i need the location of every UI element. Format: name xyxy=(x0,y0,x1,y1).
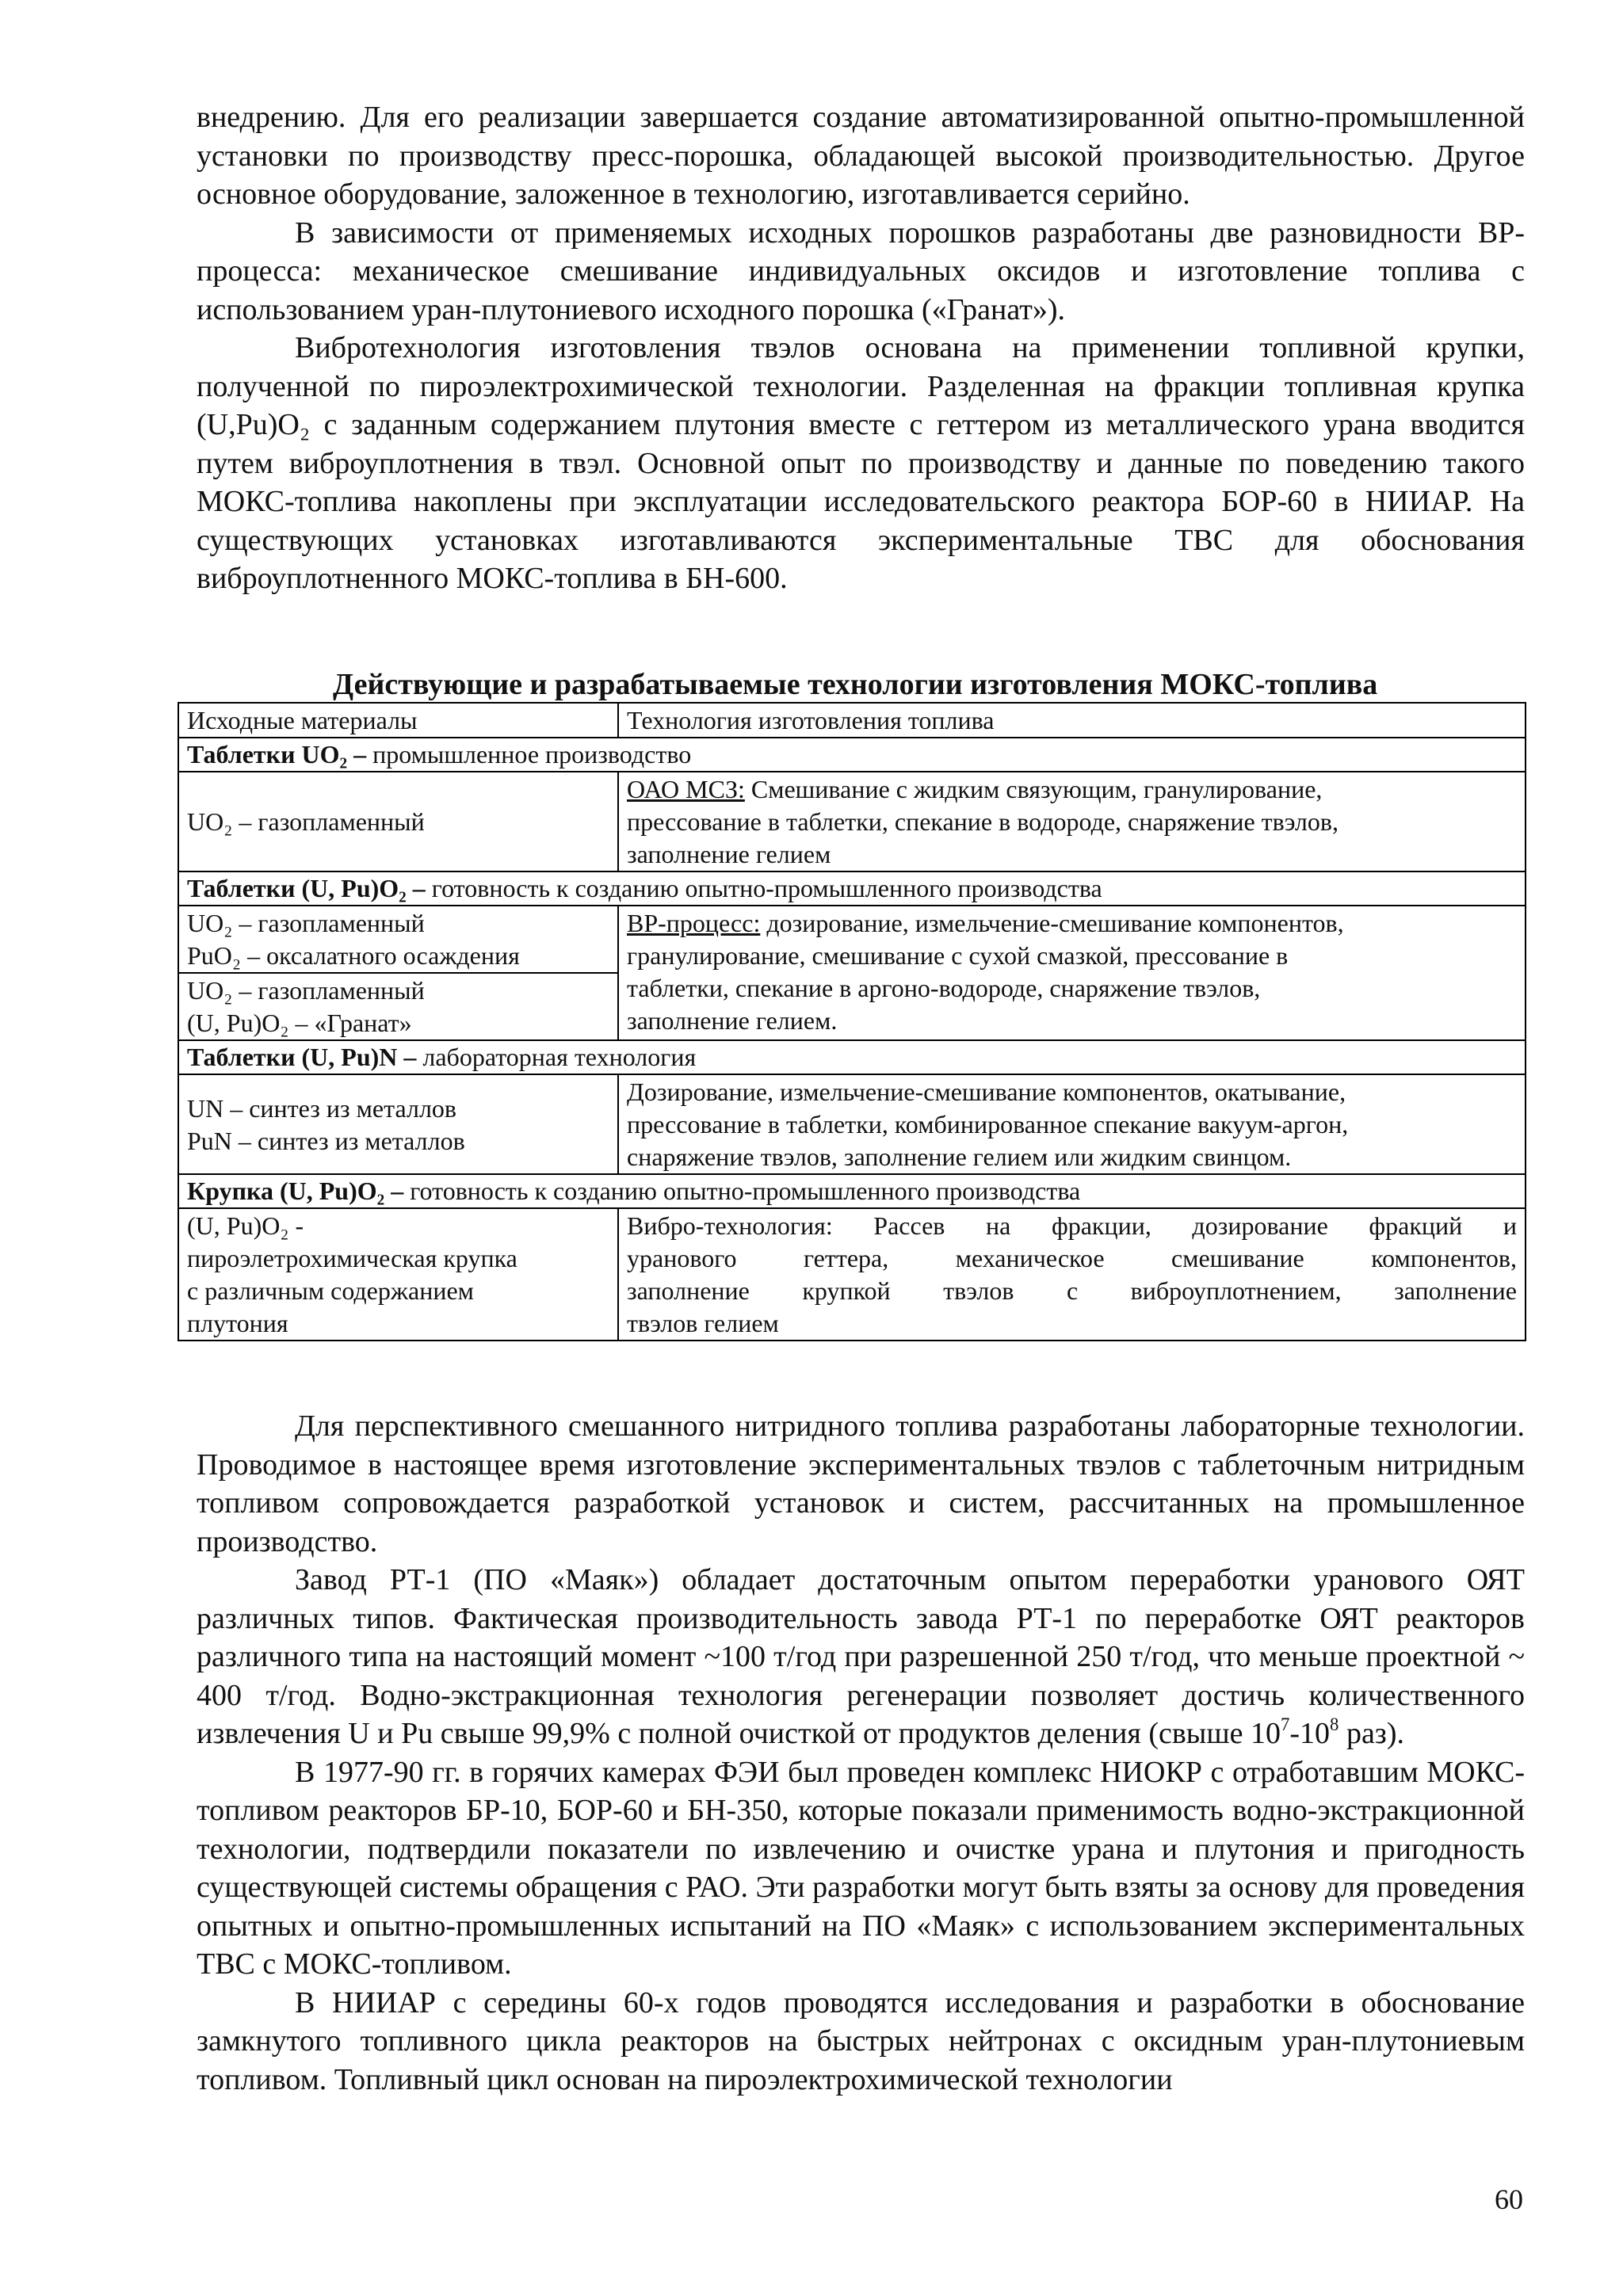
table-section-row xyxy=(178,738,1526,772)
section-status: лабораторная технология xyxy=(416,1043,697,1071)
paragraph-fei-research: В 1977-90 гг. в горячих камерах ФЭИ был проведен комплекс НИОКР с отработавшим МОКС-топливом реакторов БР-10, БОР-60 и БН-350, которые показали применимость водно-экстракционной технологии, подтвердили показатели по извлечению и очистке урана и плутония и пригодность существующей системы обращения с РАО. Эти разработки могут быть взяты за основу для проведения опытных и опытно-промышленных испытаний на ПО «Маяк» с использованием экспериментальных ТВС с МОКС-топливом. xyxy=(197,1755,1525,1981)
materials-cell xyxy=(178,772,618,871)
paragraph-nitride-fuel: Для перспективного смешанного нитридного топлива разработаны лабораторные технологии. Проводимое в настоящее время изготовление экспериментальных твэлов с таблеточным нитридным топливом сопровождается разработкой установок и систем, рассчитанных на промышленное производство. xyxy=(197,1409,1525,1558)
technology-line: заполнение крупкой твэлов с виброуплотнением, заполнение xyxy=(627,1276,1517,1305)
material-item: UO₂ – газопламенный xyxy=(187,909,425,937)
section-status: готовность к созданию опытно-промышленного производства xyxy=(425,874,1102,902)
section-title: Таблетки (U, Pu)O₂ – xyxy=(187,874,426,902)
material-item: пироэлетрохимическая крупка xyxy=(187,1244,517,1272)
page-number: 60 xyxy=(1495,2183,1523,2215)
header-materials: Исходные материалы xyxy=(178,703,618,738)
paragraph-rt1-plant xyxy=(197,1561,1525,1753)
technology-line: дозирование, измельчение-смешивание компонентов, xyxy=(760,909,1344,937)
section-title: Таблетки UO₂ – xyxy=(187,740,367,769)
section-status: промышленное производство xyxy=(366,740,692,769)
technology-line: Вибро-технология: Рассев на фракции, дозирование фракций и xyxy=(627,1211,1517,1240)
technology-line: прессование в таблетки, спекание в водороде, снаряжение твэлов, xyxy=(627,807,1338,836)
producer-label: ОАО МСЗ: xyxy=(627,775,745,803)
paragraph-vr-process: В зависимости от применяемых исходных порошков разработаны две разновидности ВР-процесса: механическое смешивание индивидуальных оксидов и изготовление топлива с использованием уран-плутониевого исходного порошка («Гранат»). xyxy=(197,215,1525,326)
section-heading-uo2-pellets xyxy=(178,738,1526,772)
table-row xyxy=(178,906,1526,973)
paragraph-vibrotechnology: Вибротехнология изготовления твэлов основана на применении топливной крупки, полученной по пироэлектрохимической технологии. Разделенная на фракции топливная крупка (U,Pu)O₂ с заданным содержанием плутония вместе с геттером из металлического урана вводится путем виброуплотнения в твэл. Основной опыт по производству и данные по поведению такого МОКС-топлива накоплены при эксплуатации исследовательского реактора БОР-60 в НИИАР. На существующих установках изготавливаются экспериментальные ТВС для обоснования виброуплотненного МОКС-топлива в БН-600. xyxy=(197,331,1525,595)
material-item: UO₂ – газопламенный xyxy=(187,807,425,836)
technology-line: снаряжение твэлов, заполнение гелием или жидким свинцом. xyxy=(627,1142,1292,1171)
top-text-block xyxy=(197,98,1525,598)
section-heading-nitride-pellets xyxy=(178,1040,1526,1074)
material-item: с различным содержанием xyxy=(187,1276,474,1305)
exponent: 7 xyxy=(1280,1714,1290,1735)
material-item: UO₂ – газопламенный xyxy=(187,976,425,1005)
paragraph-text: Завод РТ-1 (ПО «Маяк») обладает достаточным опытом переработки уранового ОЯТ различных типов. Фактическая производительность завода РТ-1 по переработке ОЯТ реакторов различного типа на настоящий момент ~100 т/год при разрешенной 250 т/год, что меньше проектной ~ 400 т/год. Водно-экстракционная технология регенерации позволяет достичь количественного извлечения U и Pu свыше 99,9% с полной очисткой от продуктов деления (свыше 10 xyxy=(197,1563,1525,1750)
table-header-row xyxy=(178,703,1526,738)
table-row xyxy=(178,772,1526,871)
paragraph-niiar-research: В НИИАР с середины 60-х годов проводятся исследования и разработки в обоснование замкнутого топливного цикла реакторов на быстрых нейтронах с оксидным уран-плутониевым топливом. Топливный цикл основан на пироэлектрохимической технологии xyxy=(197,1985,1525,2096)
material-item: UN – синтез из металлов xyxy=(187,1093,457,1123)
technology-cell xyxy=(618,772,1526,871)
table-section-row xyxy=(178,871,1526,906)
technology-line: Дозирование, измельчение-смешивание компонентов, окатывание, xyxy=(627,1077,1346,1106)
technology-cell xyxy=(618,1208,1526,1341)
bottom-text-block xyxy=(197,1407,1525,2099)
materials-cell xyxy=(178,1074,618,1174)
exponent: 8 xyxy=(1330,1714,1339,1735)
technology-line: твэлов гелием xyxy=(627,1309,779,1337)
technology-line: уранового геттера, механическое смешивание компонентов, xyxy=(627,1244,1517,1272)
materials-cell xyxy=(178,973,618,1040)
technology-line: заполнение гелием xyxy=(627,840,831,868)
table-row xyxy=(178,1208,1526,1341)
material-item: плутония xyxy=(187,1309,288,1337)
technology-cell xyxy=(618,906,1526,1040)
mox-technologies-table xyxy=(178,702,1526,1341)
material-item: (U, Pu)O₂ - xyxy=(187,1211,304,1240)
technology-line: таблетки, спекание в аргоно-водороде, снаряжение твэлов, xyxy=(627,974,1261,1002)
process-label: ВР-процесс: xyxy=(627,909,761,937)
section-status: готовность к созданию опытно-промышленного производства xyxy=(403,1177,1081,1205)
materials-cell xyxy=(178,906,618,973)
material-item: PuO₂ – оксалатного осаждения xyxy=(187,941,520,970)
section-title: Крупка (U, Pu)O₂ – xyxy=(187,1177,404,1205)
header-technology: Технология изготовления топлива xyxy=(618,703,1526,738)
section-title: Таблетки (U, Pu)N – xyxy=(187,1043,417,1071)
technology-line: заполнение гелием. xyxy=(627,1006,838,1035)
section-heading-mox-pellets xyxy=(178,871,1526,906)
paragraph-text: -10 xyxy=(1289,1717,1331,1750)
technology-line: прессование в таблетки, комбинированное спекание вакуум-аргон, xyxy=(627,1110,1349,1138)
technology-cell xyxy=(618,1074,1526,1174)
materials-cell xyxy=(178,1208,618,1341)
paragraph-text: раз). xyxy=(1338,1717,1404,1750)
technology-line: Смешивание с жидким связующим, гранулирование, xyxy=(744,775,1323,803)
table-title: Действующие и разрабатываемые технологии изготовления МОКС-топлива xyxy=(333,668,1378,701)
section-heading-mox-granules xyxy=(178,1174,1526,1208)
paragraph-continuation: внедрению. Для его реализации завершается создание автоматизированной опытно-промышленной установки по производству пресс-порошка, обладающей высокой производительностью. Другое основное оборудование, заложенное в технологию, изготавливается серийно. xyxy=(197,101,1525,211)
material-item: PuN – синтез из металлов xyxy=(187,1126,465,1155)
technology-line: гранулирование, смешивание с сухой смазкой, прессование в xyxy=(627,941,1289,970)
table-section-row xyxy=(178,1040,1526,1074)
table-section-row xyxy=(178,1174,1526,1208)
material-item: (U, Pu)O₂ – «Гранат» xyxy=(187,1009,412,1037)
table-row xyxy=(178,1074,1526,1174)
